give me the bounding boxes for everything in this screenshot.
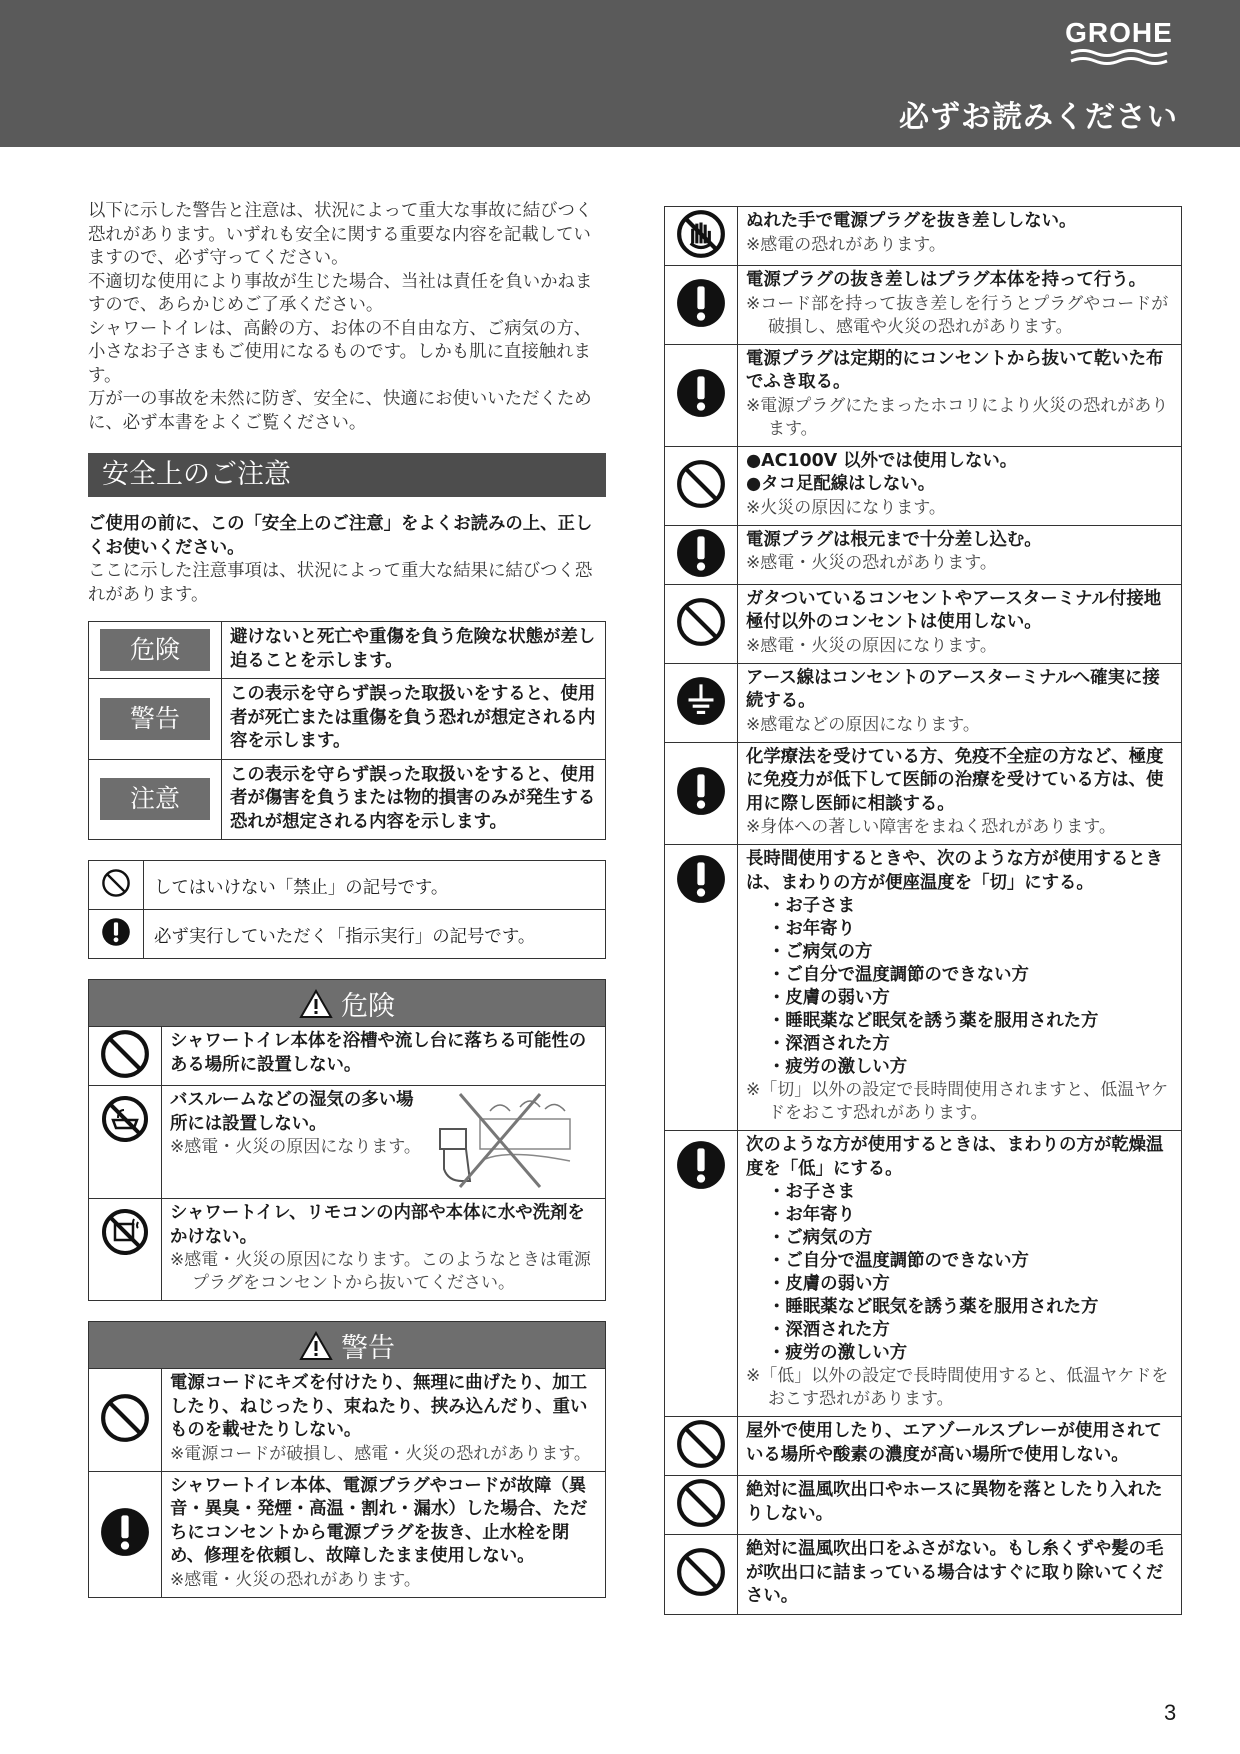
brand-name: GROHE <box>1065 17 1173 48</box>
item-main: 次のような方が使用するときは、まわりの方が乾燥温度を「低」にする。 <box>746 1135 1164 1179</box>
list-item: ・疲労の激しい方 <box>768 1057 908 1077</box>
level-description: 避けないと死亡や重傷を負う危険な状態が差し迫ることを示します。 <box>222 622 606 679</box>
no-water-icon <box>100 1207 150 1257</box>
table-row <box>665 1131 1182 1417</box>
table-row <box>665 525 1182 584</box>
table-row <box>89 1471 606 1597</box>
list-item: ・疲労の激しい方 <box>768 1343 908 1363</box>
intro-paragraph: 不適切な使用により事故が生じた場合、当社は責任を負いかねますので、あらかじめご了承ください。 <box>88 271 593 315</box>
caution-badge: 注意 <box>100 778 210 820</box>
item-main: 屋外で使用したり、エアゾールスプレーが使用されている場所や酸素の濃度が高い場所で使用しない。 <box>746 1421 1162 1465</box>
item-main: シャワートイレ本体を浴槽や流し台に落ちる可能性のある場所に設置しない。 <box>170 1031 587 1075</box>
item-note: ※「切」以外の設定で長時間使用されますと、低温ヤケドをおこす恐れがあります。 <box>746 1080 1169 1123</box>
warning-triangle-icon <box>299 989 333 1019</box>
level-description: この表示を守らず誤った取扱いをすると、使用者が死亡または重傷を負う恐れが想定される内容を示します。 <box>222 679 606 760</box>
item-main: ぬれた手で電源プラグを抜き差ししない。 <box>746 211 1077 231</box>
table-row <box>665 584 1182 663</box>
table-row <box>665 1535 1182 1615</box>
list-item: ・お年寄り <box>768 1205 855 1225</box>
mandatory-icon <box>675 853 727 905</box>
table-row <box>665 446 1182 525</box>
list-item: ・皮膚の弱い方 <box>768 1274 890 1294</box>
item-main: 電源プラグは根元まで十分差し込む。 <box>746 529 1042 550</box>
item-note: ※感電・火災の原因になります。 <box>170 1137 421 1157</box>
warning-badge: 警告 <box>100 698 210 740</box>
table-row <box>89 679 606 760</box>
list-item: ・ご病気の方 <box>768 942 873 962</box>
prohibition-icon <box>675 1477 727 1529</box>
item-main: 絶対に温風吹出口やホースに異物を落としたり入れたりしない。 <box>746 1480 1163 1524</box>
mandatory-icon <box>675 527 727 579</box>
prohibition-icon <box>675 458 727 510</box>
item-main: シャワートイレ、リモコンの内部や本体に水や洗剤をかけない。 <box>170 1203 585 1247</box>
item-note: ※「低」以外の設定で長時間使用すると、低温ヤケドをおこす恐れがあります。 <box>746 1366 1169 1409</box>
page-number: 3 <box>1164 1700 1177 1725</box>
danger-title: 危険 <box>341 990 395 1022</box>
danger-table <box>88 979 606 1301</box>
item-main: 電源プラグの抜き差しはプラグ本体を持って行う。 <box>746 270 1146 290</box>
table-row <box>89 1369 606 1472</box>
table-row <box>89 1199 606 1301</box>
list-item: ・深酒された方 <box>768 1320 890 1340</box>
intro-paragraph: 万が一の事故を未然に防ぎ、安全に、快適にお使いいただくために、必ず本書をよくご覧ください。 <box>88 389 592 433</box>
item-note: ※コード部を持って抜き差しを行うとプラグやコードが破損し、感電や火災の恐れがあります。 <box>746 293 1169 337</box>
legend-text: 必ず実行していただく「指示実行」の記号です。 <box>144 910 606 959</box>
item-main: 絶対に温風吹出口をふさがない。もし糸くずや髪の毛が吹出口に詰まっている場合はすぐに取り除いてください。 <box>746 1539 1164 1606</box>
table-row <box>89 1086 606 1199</box>
section-title: 安全上のご注意 <box>88 453 606 497</box>
item-main: アース線はコンセントのアースターミナルへ確実に接続する。 <box>746 667 1160 711</box>
item-note: ※感電の恐れがあります。 <box>746 234 946 255</box>
lead-normal: ここに示した注意事項は、状況によって重大な結果に結びつく恐れがあります。 <box>88 561 593 605</box>
list-item: ・睡眠薬など眠気を誘う薬を服用された方 <box>768 1297 1099 1317</box>
table-row <box>89 622 606 679</box>
right-column <box>664 206 1182 1615</box>
no-wet-hands-icon <box>675 208 727 260</box>
table-row <box>89 759 606 840</box>
page-header <box>0 0 1240 147</box>
item-main: シャワートイレ本体、電源プラグやコードが故障（異音・異臭・発煙・高温・割れ・漏水）した場合、ただちにコンセントから電源プラグを抜き、止水栓を閉め、修理を依頼し、故障したまま使用しない。 <box>170 1475 588 1566</box>
lead-bold: ご使用の前に、この「安全上のご注意」をよくお読みの上、正しくお使いください。 <box>88 514 593 558</box>
item-main: ●AC100V 以外では使用しない。 <box>746 450 1018 471</box>
item-main: 電源コードにキズを付けたり、無理に曲げたり、加工したり、ねじったり、束ねたり、挟み込んだり、重いものを載せたりしない。 <box>170 1373 588 1440</box>
prohibition-icon <box>675 596 727 648</box>
list-item: ・お子さま <box>768 896 855 916</box>
logo-wave-icon <box>1069 48 1169 66</box>
table-row <box>89 861 606 910</box>
prohibition-icon <box>675 1418 727 1470</box>
item-main: 長時間使用するときや、次のような方が使用するときは、まわりの方が便座温度を「切」にする。 <box>746 849 1164 893</box>
list-item: ・ご自分で温度調節のできない方 <box>768 1251 1029 1271</box>
item-main: 化学療法を受けている方、免疫不全症の方など、極度に免疫力が低下して医師の治療を受けている方は、使用に際し医師に相談する。 <box>746 746 1164 814</box>
item-note: ※感電・火災の原因になります。 <box>746 635 997 656</box>
list-item: ・お子さま <box>768 1182 855 1202</box>
item-note: ※電源プラグにたまったホコリにより火災の恐れがあります。 <box>746 395 1169 439</box>
prohibition-icon <box>101 868 131 898</box>
list-item: ・皮膚の弱い方 <box>768 988 890 1008</box>
item-main: ガタついているコンセントやアースターミナル付接地極付以外のコンセントは使用しない。 <box>746 588 1162 632</box>
item-main: 電源プラグは定期的にコンセントから抜いて乾いた布でふき取る。 <box>746 348 1164 392</box>
table-row <box>665 845 1182 1131</box>
prohibition-icon <box>99 1392 151 1444</box>
page-title: 必ずお読みください <box>899 100 1178 135</box>
mandatory-icon <box>101 917 131 947</box>
table-row <box>665 266 1182 345</box>
table-row <box>665 742 1182 845</box>
intro-paragraph: シャワートイレは、高齢の方、お体の不自由な方、ご病気の方、小さなお子さまもご使用になるものです。しかも肌に直接触れます。 <box>88 318 592 386</box>
table-row <box>89 1027 606 1086</box>
mandatory-icon <box>675 765 727 817</box>
table-row <box>89 910 606 959</box>
mandatory-icon <box>675 1139 727 1191</box>
list-item: ・ご自分で温度調節のできない方 <box>768 965 1029 985</box>
level-description: この表示を守らず誤った取扱いをすると、使用者が傷害を負うまたは物的損害のみが発生する恐れが想定される内容を示します。 <box>222 759 606 840</box>
list-item: ・ご病気の方 <box>768 1228 873 1248</box>
table-row <box>665 1417 1182 1476</box>
danger-badge: 危険 <box>100 629 210 671</box>
warning-list-table <box>664 206 1182 1615</box>
warning-table <box>88 1321 606 1598</box>
item-note: ※感電・火災の恐れがあります。 <box>170 1569 421 1590</box>
bathroom-toilet-illustration <box>430 1089 580 1189</box>
warning-triangle-icon <box>299 1331 333 1361</box>
table-row <box>665 207 1182 266</box>
legend-text: してはいけない「禁止」の記号です。 <box>144 861 606 910</box>
intro-paragraph: 以下に示した警告と注意は、状況によって重大な事故に結びつく恐れがあります。いずれも安全に関する重要な内容を記載していますので、必ず守ってください。 <box>88 201 593 268</box>
item-note: ※感電・火災の原因になります。このようなときは電源プラグをコンセントから抜いてください。 <box>170 1250 591 1293</box>
ground-icon <box>675 675 727 727</box>
item-note: ※電源コードが破損し、感電・火災の恐れがあります。 <box>170 1443 591 1464</box>
hazard-level-table <box>88 621 606 840</box>
brand-logo <box>1060 18 1178 72</box>
warning-title: 警告 <box>341 1332 395 1364</box>
section-lead <box>88 513 606 607</box>
list-item: ・深酒された方 <box>768 1034 890 1054</box>
mandatory-icon <box>675 277 727 329</box>
item-main: バスルームなどの湿気の多い場所には設置しない。 <box>170 1090 414 1134</box>
no-bathroom-icon <box>100 1094 150 1144</box>
list-item: ・睡眠薬など眠気を誘う薬を服用された方 <box>768 1011 1099 1031</box>
item-note: ※火災の原因になります。 <box>746 497 946 518</box>
prohibition-icon <box>675 1546 727 1598</box>
prohibition-icon <box>99 1028 151 1080</box>
table-row <box>665 663 1182 742</box>
mandatory-icon <box>99 1506 151 1558</box>
item-note: ※感電などの原因になります。 <box>746 714 980 735</box>
left-column <box>88 200 606 1598</box>
item-main: ●タコ足配線はしない。 <box>746 474 936 494</box>
item-note: ※感電・火災の恐れがあります。 <box>746 553 997 573</box>
item-note: ※身体への著しい障害をまねく恐れがあります。 <box>746 817 1116 837</box>
table-row <box>665 1476 1182 1535</box>
intro-text <box>88 200 606 435</box>
table-row <box>665 344 1182 446</box>
symbol-legend-table <box>88 860 606 959</box>
list-item: ・お年寄り <box>768 919 855 939</box>
mandatory-icon <box>675 367 727 419</box>
danger-header <box>89 980 606 1027</box>
warning-header <box>89 1322 606 1369</box>
